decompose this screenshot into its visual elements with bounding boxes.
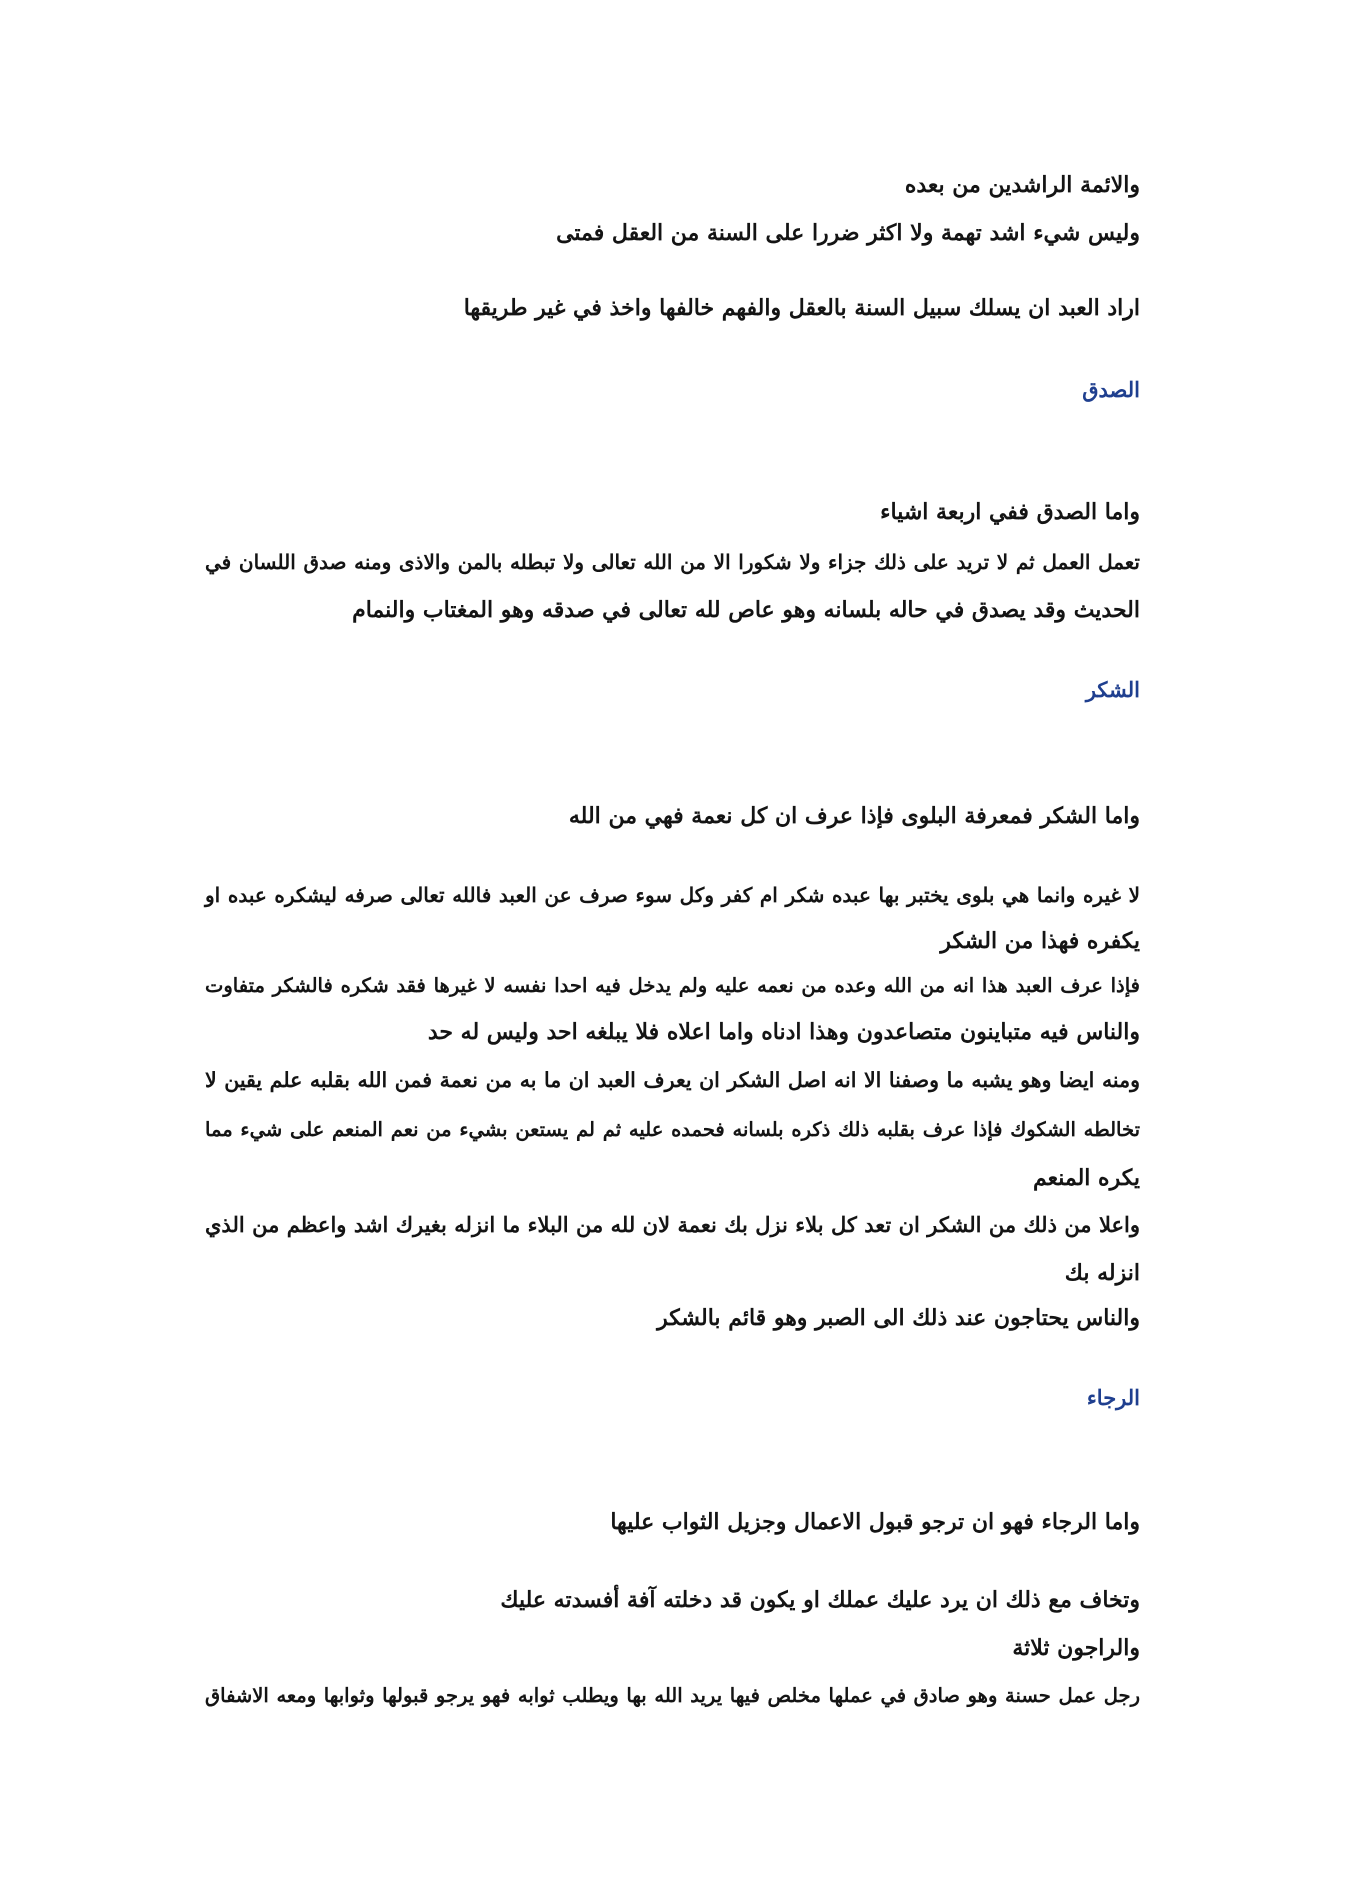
text-line: تخالطه الشكوك فإذا عرف بقلبه ذلك ذكره بلسانه فحمده عليه ثم لم يستعن بشيء من نعم المنعم على شيء مما bbox=[205, 1118, 1140, 1141]
text-line: رجل عمل حسنة وهو صادق في عملها مخلص فيها يريد الله بها ويطلب ثوابه فهو يرجو قبولها وثوابها ومعه الاشفاق bbox=[205, 1684, 1140, 1707]
section-heading: الصدق bbox=[1082, 377, 1140, 402]
text-line: ومنه ايضا وهو يشبه ما وصفنا الا انه اصل الشكر ان يعرف العبد ان ما به من نعمة فمن الله بقلبه علم يقين لا bbox=[205, 1068, 1140, 1092]
text-line: وتخاف مع ذلك ان يرد عليك عملك او يكون قد دخلته آفة أفسدته عليك bbox=[500, 1587, 1140, 1613]
text-line: يكفره فهذا من الشكر bbox=[940, 928, 1140, 954]
text-line: اراد العبد ان يسلك سبيل السنة بالعقل والفهم خالفها واخذ في غير طريقها bbox=[463, 295, 1140, 321]
text-line: والناس يحتاجون عند ذلك الى الصبر وهو قائم بالشكر bbox=[657, 1305, 1140, 1331]
text-line: والراجون ثلاثة bbox=[1012, 1635, 1140, 1661]
text-line: واما الرجاء فهو ان ترجو قبول الاعمال وجزيل الثواب عليها bbox=[610, 1509, 1140, 1535]
section-heading: الشكر bbox=[1085, 677, 1140, 702]
text-line: الحديث وقد يصدق في حاله بلسانه وهو عاص لله تعالى في صدقه وهو المغتاب والنمام bbox=[352, 597, 1140, 623]
text-line: وليس شيء اشد تهمة ولا اكثر ضررا على السنة من العقل فمتى bbox=[556, 220, 1140, 246]
text-line: فإذا عرف العبد هذا انه من الله وعده من نعمه عليه ولم يدخل فيه احدا نفسه لا غيرها فقد شكره فالشكر متفاوت bbox=[205, 974, 1140, 997]
text-line: واعلا من ذلك من الشكر ان تعد كل بلاء نزل بك نعمة لان لله من البلاء ما انزله بغيرك اشد واعظم من الذي bbox=[205, 1212, 1140, 1237]
text-line: واما الشكر فمعرفة البلوى فإذا عرف ان كل نعمة فهي من الله bbox=[568, 803, 1140, 829]
section-heading: الرجاء bbox=[1086, 1385, 1140, 1410]
text-line: لا غيره وانما هي بلوى يختبر بها عبده شكر ام كفر وكل سوء صرف عن العبد فالله تعالى صرفه ليشكره عبده او bbox=[205, 883, 1140, 907]
text-line: يكره المنعم bbox=[1032, 1165, 1140, 1191]
text-line: انزله بك bbox=[1064, 1260, 1140, 1286]
text-line: تعمل العمل ثم لا تريد على ذلك جزاء ولا شكورا الا من الله تعالى ولا تبطله بالمن والاذى ومنه صدق اللسان في bbox=[205, 550, 1140, 574]
text-line: والناس فيه متباينون متصاعدون وهذا ادناه واما اعلاه فلا يبلغه احد وليس له حد bbox=[427, 1019, 1140, 1045]
text-line: واما الصدق ففي اربعة اشياء bbox=[880, 499, 1140, 525]
text-line: والائمة الراشدين من بعده bbox=[904, 172, 1140, 198]
